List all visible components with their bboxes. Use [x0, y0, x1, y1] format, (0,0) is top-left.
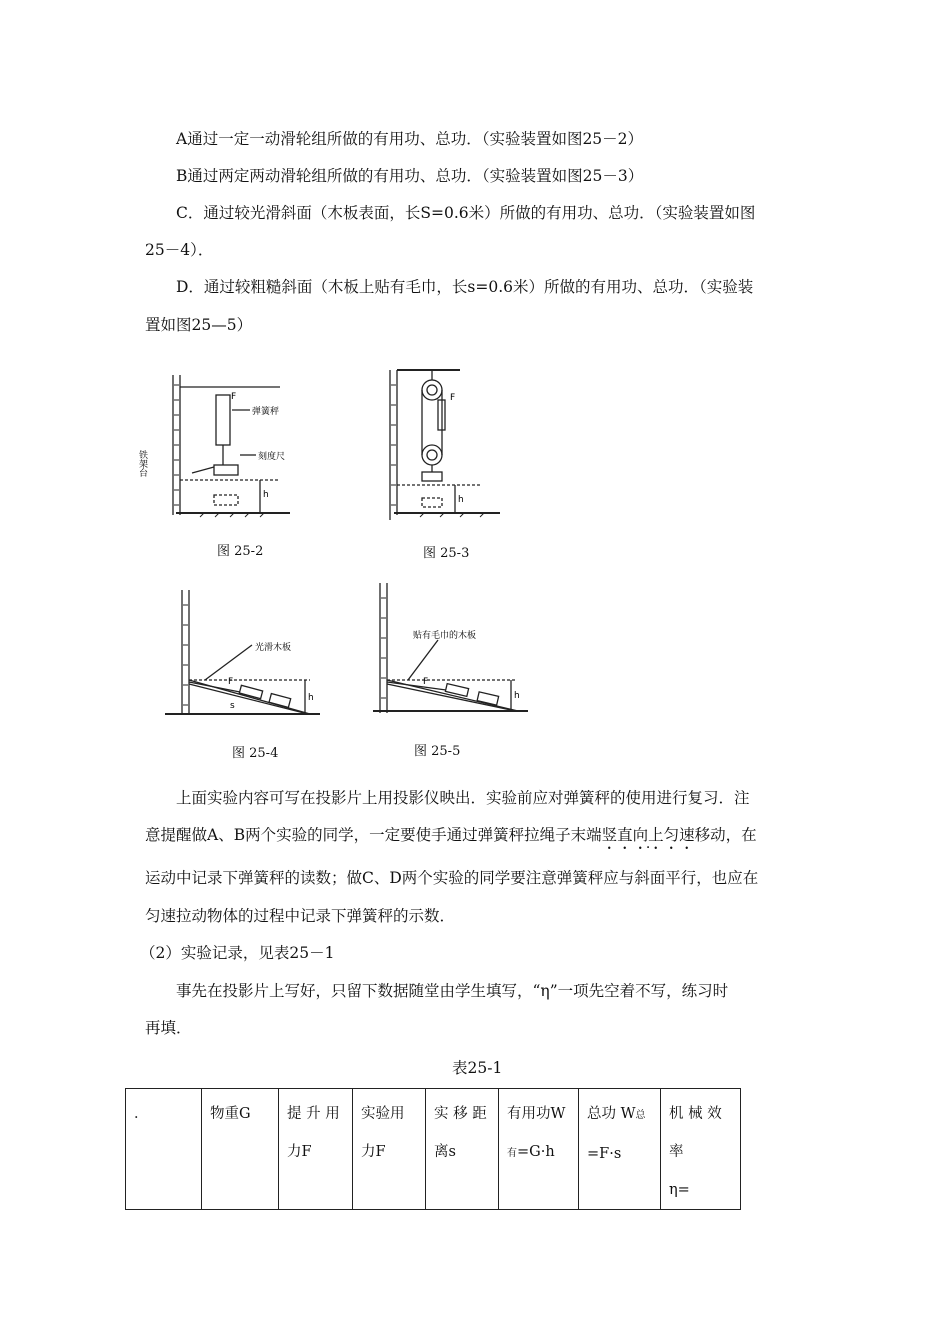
caption-25-5: 图 25-5	[414, 744, 461, 759]
fig1-h-label: h	[263, 490, 269, 500]
paragraph-b: B通过两定两动滑轮组所做的有用功、总功．（实验装置如图25－3）	[176, 167, 644, 185]
header-cell-useful-work: 有用功W 有=G·h	[499, 1089, 579, 1210]
figure-25-3	[380, 360, 510, 530]
record-heading: （2）实验记录，见表25－1	[140, 944, 335, 962]
table-header-row	[126, 1089, 741, 1210]
caption-25-3: 图 25-3	[423, 546, 470, 561]
figure-25-4	[160, 580, 330, 725]
prep-line1: 事先在投影片上写好，只留下数据随堂由学生填写，“η”一项先空着不写，练习时	[176, 982, 729, 1000]
header-cell-lift-force: 提 升 用 力F	[279, 1089, 353, 1210]
header-cell-distance: 实 移 距 离s	[426, 1089, 499, 1210]
fig4-f-label: F	[423, 677, 429, 687]
fig1-stand-label: 铁架台	[137, 450, 147, 477]
fig3-f-label: F	[228, 677, 234, 687]
fig1-f-label: F	[231, 392, 237, 402]
fig1-scale-label: 弹簧秤	[252, 407, 280, 417]
paragraph-d-line1: D．通过较粗糙斜面（木板上贴有毛巾，长s=0.6米）所做的有用功、总功．（实验装	[176, 278, 754, 296]
intro-line2c: 移动，在	[694, 826, 757, 844]
header-cell-blank: ．	[126, 1089, 202, 1210]
paragraph-d-line2: 置如图25—5）	[145, 316, 253, 334]
caption-25-2: 图 25-2	[217, 544, 264, 559]
data-table	[125, 1088, 741, 1210]
figure-25-5	[368, 578, 533, 723]
figure-25-2	[137, 365, 300, 525]
intro-line3: 运动中记录下弹簧秤的读数；做C、D两个实验的同学要注意弹簧秤应与斜面平行，也应在	[145, 869, 759, 887]
paragraph-c-line1: C．通过较光滑斜面（木板表面，长S=0.6米）所做的有用功、总功．（实验装置如图	[176, 204, 756, 222]
intro-line2a: 意提醒做A、B两个实验的同学，一定要使手通过弹簧秤拉绳子末端	[145, 826, 602, 844]
prep-line2: 再填．	[145, 1019, 192, 1037]
fig1-ruler-label: 刻度尺	[258, 452, 286, 462]
intro-line1: 上面实验内容可写在投影片上用投影仪映出．实验前应对弹簧秤的使用进行复习．注	[176, 789, 750, 807]
intro-line2	[145, 823, 757, 853]
fig2-f-label: F	[450, 393, 456, 403]
paragraph-c-line2: 25－4）．	[145, 241, 214, 259]
header-cell-efficiency: 机 械 效 率 η=	[661, 1089, 741, 1210]
fig4-board-label: 贴有毛巾的木板	[413, 631, 477, 641]
fig3-s-label: s	[230, 701, 235, 711]
intro-line4: 匀速拉动物体的过程中记录下弹簧秤的示数．	[145, 907, 456, 925]
emphasized-text: 竖直向上匀速 ·	[602, 826, 695, 844]
header-cell-total-work: 总功 W总 =F·s	[579, 1089, 661, 1210]
fig3-h-label: h	[308, 693, 314, 703]
table-caption: 表25-1	[452, 1059, 503, 1077]
header-cell-exp-force: 实验用 力F	[353, 1089, 426, 1210]
fig3-board-label: 光滑木板	[255, 643, 292, 653]
fig2-h-label: h	[458, 495, 464, 505]
fig4-h-label: h	[514, 691, 520, 701]
caption-25-4: 图 25-4	[232, 746, 279, 761]
paragraph-a: A通过一定一动滑轮组所做的有用功、总功．（实验装置如图25－2）	[176, 130, 644, 148]
header-cell-weight: 物重G	[202, 1089, 279, 1210]
